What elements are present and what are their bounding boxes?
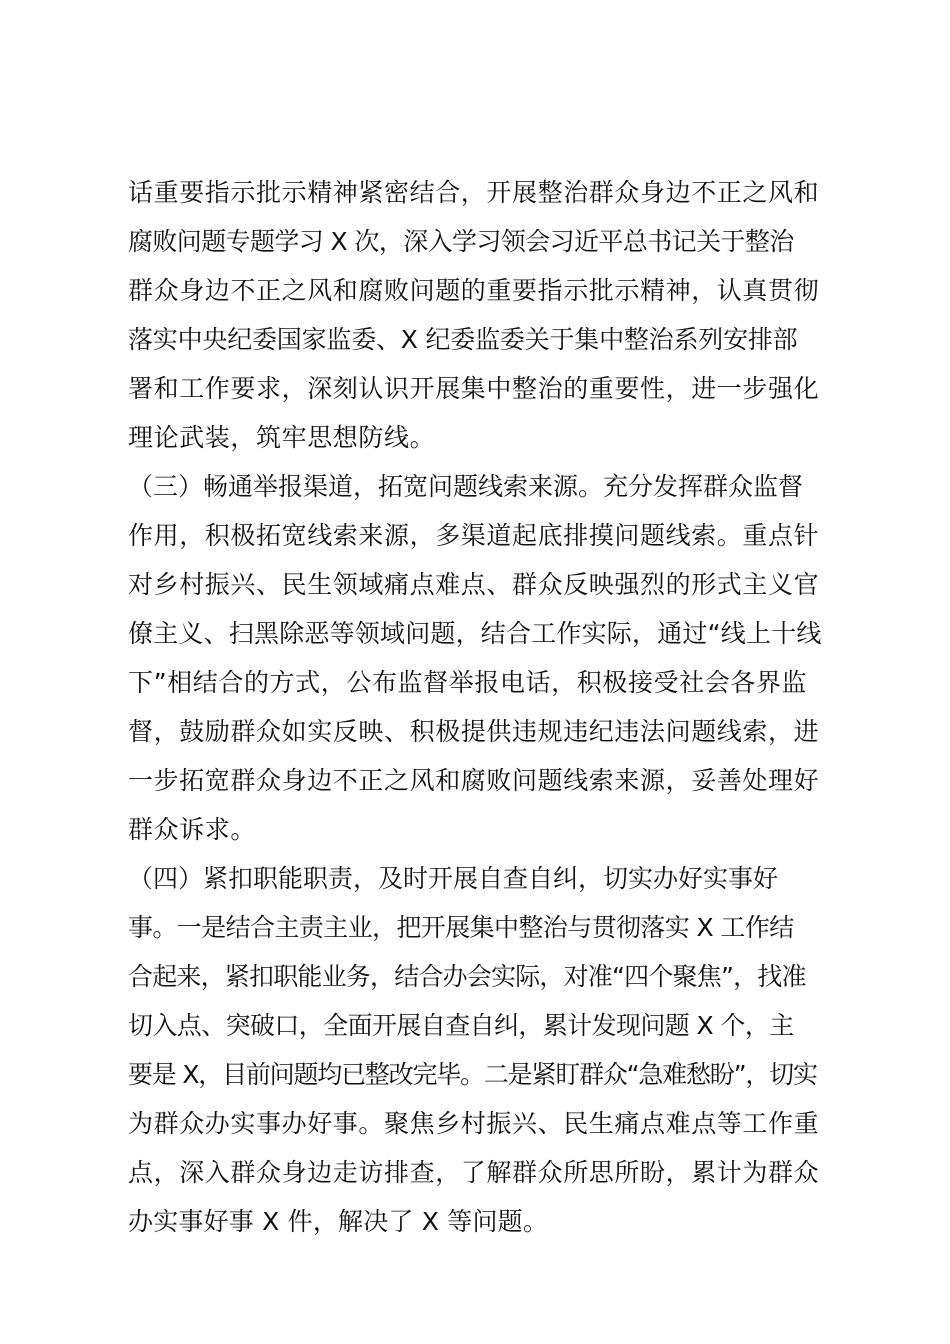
text-line: 群众诉求。 — [128, 815, 257, 844]
text-line: 腐败问题专题学习 X 次，深入学习领会习近平总书记关于整治 — [128, 227, 794, 256]
section-heading-3: （三）畅通举报渠道，拓宽问题线索来源。充分发挥群众监督 — [128, 472, 804, 501]
section-heading-4: （四）紧扣职能职责，及时开展自查自纠，切实办好实事好 — [128, 864, 779, 893]
text-line: 事。一是结合主责主业，把开展集中整治与贯彻落实 X 工作结 — [128, 913, 794, 942]
text-line: 切入点、突破口，全面开展自查自纠，累计发现问题 X 个，主 — [128, 1011, 794, 1040]
text-line: 落实中央纪委国家监委、X 纪委监委关于集中整治系列安排部 — [128, 325, 798, 354]
text-line: 为群众办实事办好事。聚焦乡村振兴、民生痛点难点等工作重 — [128, 1109, 820, 1138]
text-line: 要是 X，目前问题均已整改完毕。二是紧盯群众“急难愁盼”，切实 — [128, 1060, 817, 1089]
text-line: 一步拓宽群众身边不正之风和腐败问题线索来源，妥善处理好 — [128, 766, 820, 795]
text-line: 点，深入群众身边走访排查，了解群众所思所盼，累计为群众 — [128, 1158, 820, 1187]
text-line: 群众身边不正之风和腐败问题的重要指示批示精神，认真贯彻 — [128, 276, 820, 305]
text-line: 下”相结合的方式，公布监督举报电话，积极接受社会各界监 — [128, 668, 808, 697]
text-line: 僚主义、扫黑除恶等领域问题，结合工作实际，通过“线上十线 — [128, 619, 822, 648]
text-line: 对乡村振兴、民生领域痛点难点、群众反映强烈的形式主义官 — [128, 570, 820, 599]
document-body — [128, 168, 848, 1246]
text-line: 办实事好事 X 件，解决了 X 等问题。 — [128, 1207, 549, 1236]
text-line: 督，鼓励群众如实反映、积极提供违规违纪违法问题线索，进 — [128, 717, 820, 746]
text-line: 合起来，紧扣职能业务，结合办会实际，对准“四个聚焦”，找准 — [128, 962, 806, 991]
text-line: 作用，积极拓宽线索来源，多渠道起底排摸问题线索。重点针 — [128, 521, 820, 550]
text-line: 话重要指示批示精神紧密结合，开展整治群众身边不正之风和 — [128, 178, 820, 207]
text-line: 署和工作要求，深刻认识开展集中整治的重要性，进一步强化 — [128, 374, 820, 403]
text-line: 理论武装，筑牢思想防线。 — [128, 423, 436, 452]
